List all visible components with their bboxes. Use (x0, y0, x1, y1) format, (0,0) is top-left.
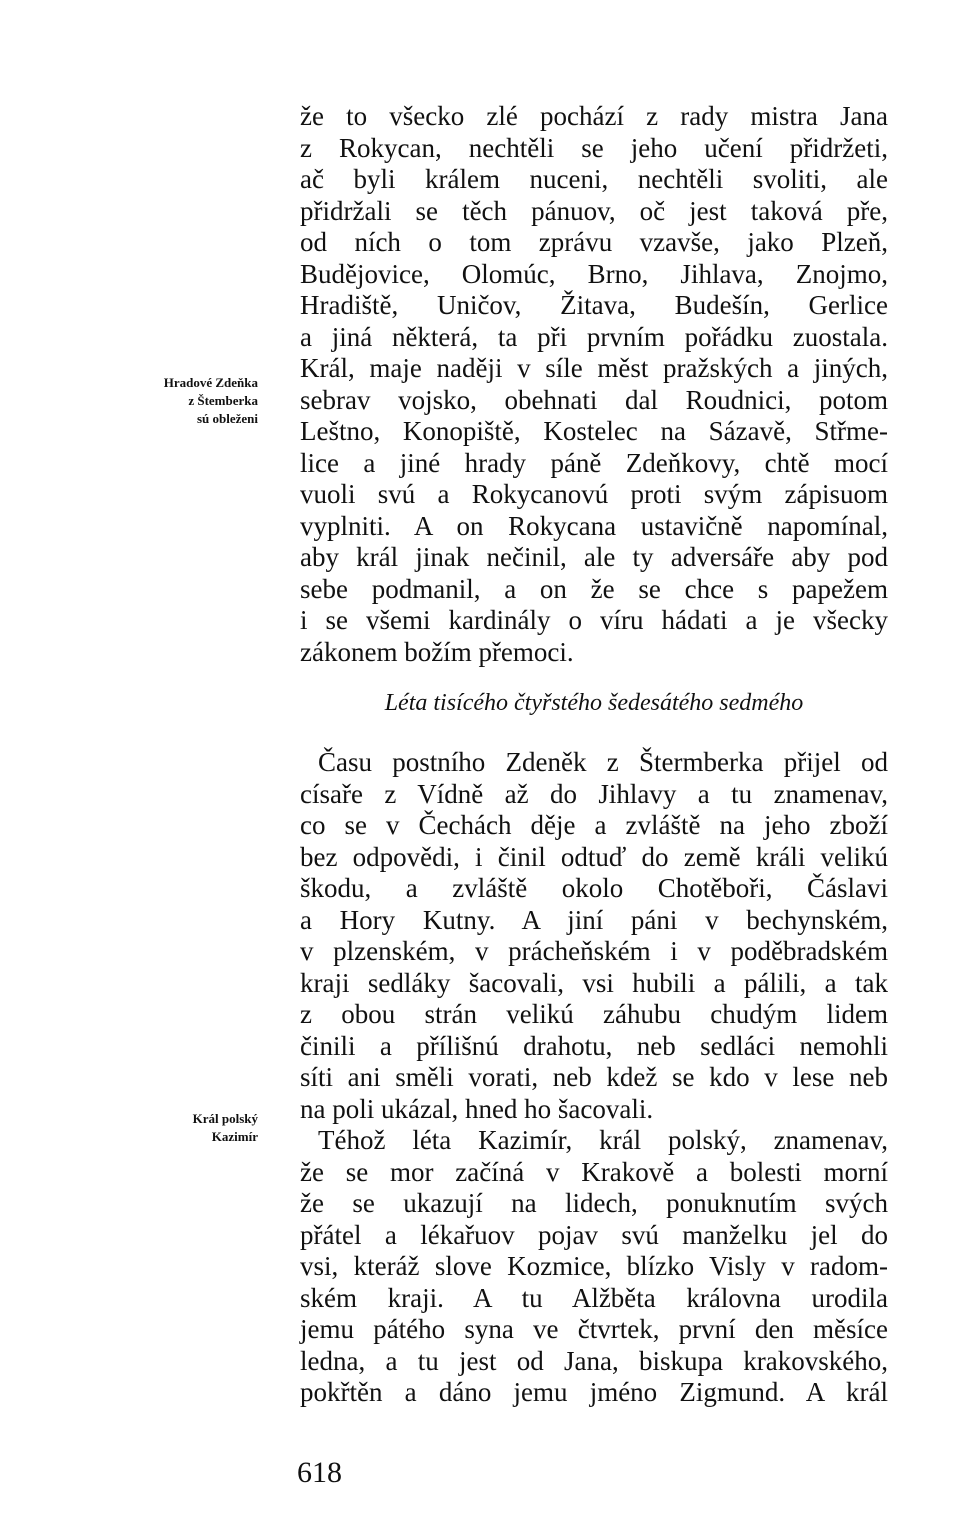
text-line: vyplniti. A on Rokycana ustavičně napomínal, (300, 510, 888, 541)
text-line: sebrav vojsko, obehnati dal Roudnici, potom (300, 384, 888, 415)
text-line: vsi, kteráž slove Kozmice, blízko Visly v radom- (300, 1251, 888, 1281)
text-line: lice a jiné hrady páně Zdeňkovy, chtě mocí (300, 447, 888, 478)
text-line: že se mor začíná v Krakově a bolesti morní (300, 1156, 888, 1187)
marginal-line: Kazimír (211, 1129, 258, 1144)
text-line: přidržali se těch pánuov, oč jest taková pře, (300, 195, 888, 226)
text-line: Leštno, Konopiště, Kostelec na Sázavě, Střme- (300, 416, 888, 446)
text-line: a Hory Kutny. A jiní páni v bechynském, (300, 904, 888, 935)
text-line: i se všemi kardinály o víru hádati a je všecky (300, 605, 888, 635)
marginal-note-kral-polsky (98, 1110, 258, 1146)
text-line: a jiná některá, ta při prvním pořádku zuostala. (300, 321, 888, 352)
text-line: ledna, a tu jest od Jana, biskupa krakovského, (300, 1345, 888, 1376)
text-line: z obou strán velikú záhubu chudým lidem (300, 999, 888, 1029)
text-line: síti ani směli vorati, neb kdež se kdo v lese neb (300, 1062, 888, 1092)
text-line: přátel a lékařuov pojav svú manželku jel do (300, 1219, 888, 1250)
paragraph-hrady-zdenka (300, 101, 888, 668)
text-line: kraji sedláky šacovali, vsi hubili a pálili, a tak (300, 967, 888, 998)
text-line: Téhož léta Kazimír, král polský, znamenav, (318, 1125, 888, 1155)
text-line: že se ukazují na lidech, ponuknutím svých (300, 1188, 888, 1218)
text-line: pokřtěn a dáno jemu jméno Zigmund. A král (300, 1377, 888, 1407)
page-number: 618 (297, 1456, 342, 1489)
text-line: vuoli svú a Rokycanovú proti svým zápisuom (300, 479, 888, 509)
text-line: sebe podmanil, a on že se chce s papežem (300, 573, 888, 604)
text-line: z Rokycan, nechtěli se jeho učení přidržeti, (300, 132, 888, 163)
text-line: Hradiště, Uničov, Žitava, Budešín, Gerlice (300, 290, 888, 320)
text-line: ač byli králem nuceni, nechtěli svoliti, ale (300, 164, 888, 194)
marginal-line: Král polský (192, 1111, 258, 1126)
text-line: zákonem božím přemoci. (300, 636, 574, 667)
text-line: Král, maje naději v síle měst pražských a jiných, (300, 353, 888, 383)
text-line: v plzenském, v prácheňském i v poděbradském (300, 936, 888, 966)
text-line: ském kraji. A tu Alžběta královna urodila (300, 1282, 888, 1313)
marginal-line: sú obleženi (196, 411, 258, 426)
text-line: aby král jinak nečinil, ale ty adversáře aby pod (300, 542, 888, 572)
text-line: Budějovice, Olomúc, Brno, Jihlava, Znojmo, (300, 258, 888, 289)
marginal-line: Hradové Zdeňka (163, 375, 258, 390)
marginal-note-hrady (98, 374, 258, 428)
text-line: co se v Čechách děje a zvláště na jeho zboží (300, 810, 888, 840)
marginal-line: z Štemberka (188, 393, 258, 408)
text-line: Času postního Zdeněk z Štermberka přijel od (318, 747, 888, 777)
text-line: škodu, a zvláště okolo Chotěboři, Čáslavi (300, 873, 888, 903)
text-line: císaře z Vídně až do Jihlavy a tu znamenav, (300, 778, 888, 809)
year-heading: Léta tisícého čtyřstého šedesátého sedmého (384, 690, 804, 716)
text-line: že to všecko zlé pochází z rady mistra Jana (300, 101, 888, 131)
text-line: jemu pátého syna ve čtvrtek, první den měsíce (300, 1314, 888, 1344)
text-line: činili a přílišnú drahotu, neb sedláci nemohli (300, 1030, 888, 1061)
text-line: na poli ukázal, hned ho šacovali. (300, 1093, 654, 1124)
paragraph-zdenek-kazimir (300, 747, 888, 1409)
text-line: bez odpovědi, i činil odtuď do země králi velikú (300, 841, 888, 872)
text-line: od ních o tom zprávu vzavše, jako Plzeň, (300, 227, 888, 257)
